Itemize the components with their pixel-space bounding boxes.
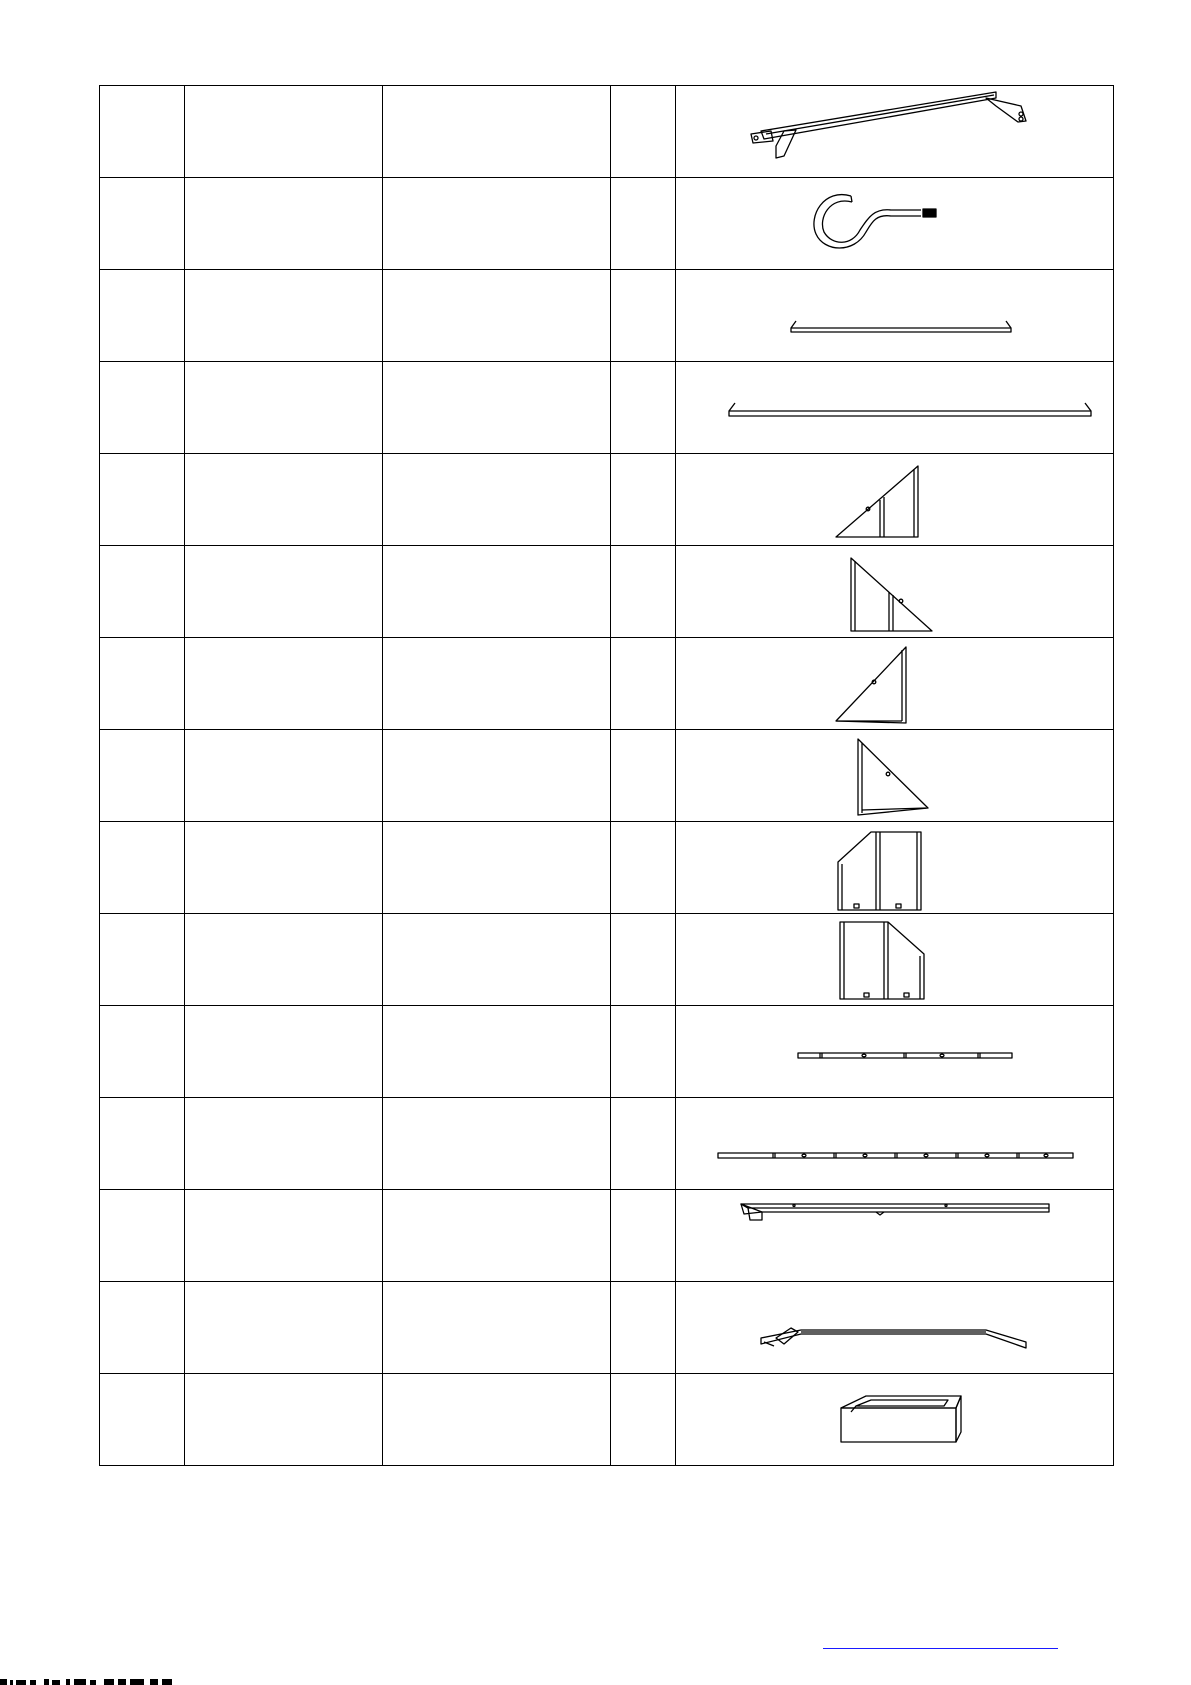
short-bar-icon <box>676 270 1113 361</box>
cropped-footer-text-icon <box>0 1676 175 1685</box>
table-row <box>100 1098 1114 1190</box>
part-drawing-cell <box>676 1190 1114 1282</box>
triangle-panel-left-icon <box>676 454 1113 545</box>
table-row <box>100 1374 1114 1466</box>
bent-bar-icon <box>676 1282 1113 1373</box>
part-drawing-cell <box>676 1098 1114 1190</box>
corner-plate-right-icon <box>676 730 1113 821</box>
part-drawing-cell <box>676 362 1114 454</box>
ridge-beam-icon <box>676 1190 1113 1281</box>
table-row <box>100 730 1114 822</box>
long-bar-icon <box>676 362 1113 453</box>
table-row <box>100 454 1114 546</box>
table-row <box>100 1282 1114 1374</box>
hook-tool-icon <box>676 178 1113 269</box>
box-base-icon <box>676 1374 1113 1465</box>
table-row <box>100 1190 1114 1282</box>
triangle-panel-right-icon <box>676 546 1113 637</box>
part-drawing-cell <box>676 638 1114 730</box>
short-perforated-strip-icon <box>676 1006 1113 1097</box>
gable-panel-left-icon <box>676 822 1113 913</box>
part-drawing-cell <box>676 178 1114 270</box>
corner-plate-left-icon <box>676 638 1113 729</box>
part-drawing-cell <box>676 914 1114 1006</box>
part-name-cell <box>185 86 383 178</box>
table-row <box>100 638 1114 730</box>
footer-link[interactable] <box>823 1648 1058 1649</box>
part-drawing-cell <box>676 1374 1114 1466</box>
table-row <box>100 362 1114 454</box>
part-drawing-cell <box>676 822 1114 914</box>
part-number-cell <box>100 86 185 178</box>
rail-with-end-brackets-icon <box>676 86 1113 177</box>
part-drawing-cell <box>676 270 1114 362</box>
table-row <box>100 270 1114 362</box>
part-quantity-cell <box>611 86 676 178</box>
part-drawing-cell <box>676 1006 1114 1098</box>
parts-table <box>99 85 1114 1466</box>
gable-panel-right-icon <box>676 914 1113 1005</box>
part-description-cell <box>383 86 611 178</box>
part-drawing-cell <box>676 730 1114 822</box>
table-row <box>100 86 1114 178</box>
table-row <box>100 1006 1114 1098</box>
table-row <box>100 822 1114 914</box>
part-drawing-cell <box>676 1282 1114 1374</box>
table-row <box>100 546 1114 638</box>
part-drawing-cell <box>676 454 1114 546</box>
part-drawing-cell <box>676 86 1114 178</box>
part-drawing-cell <box>676 546 1114 638</box>
table-row <box>100 914 1114 1006</box>
table-row <box>100 178 1114 270</box>
long-perforated-strip-icon <box>676 1098 1113 1189</box>
